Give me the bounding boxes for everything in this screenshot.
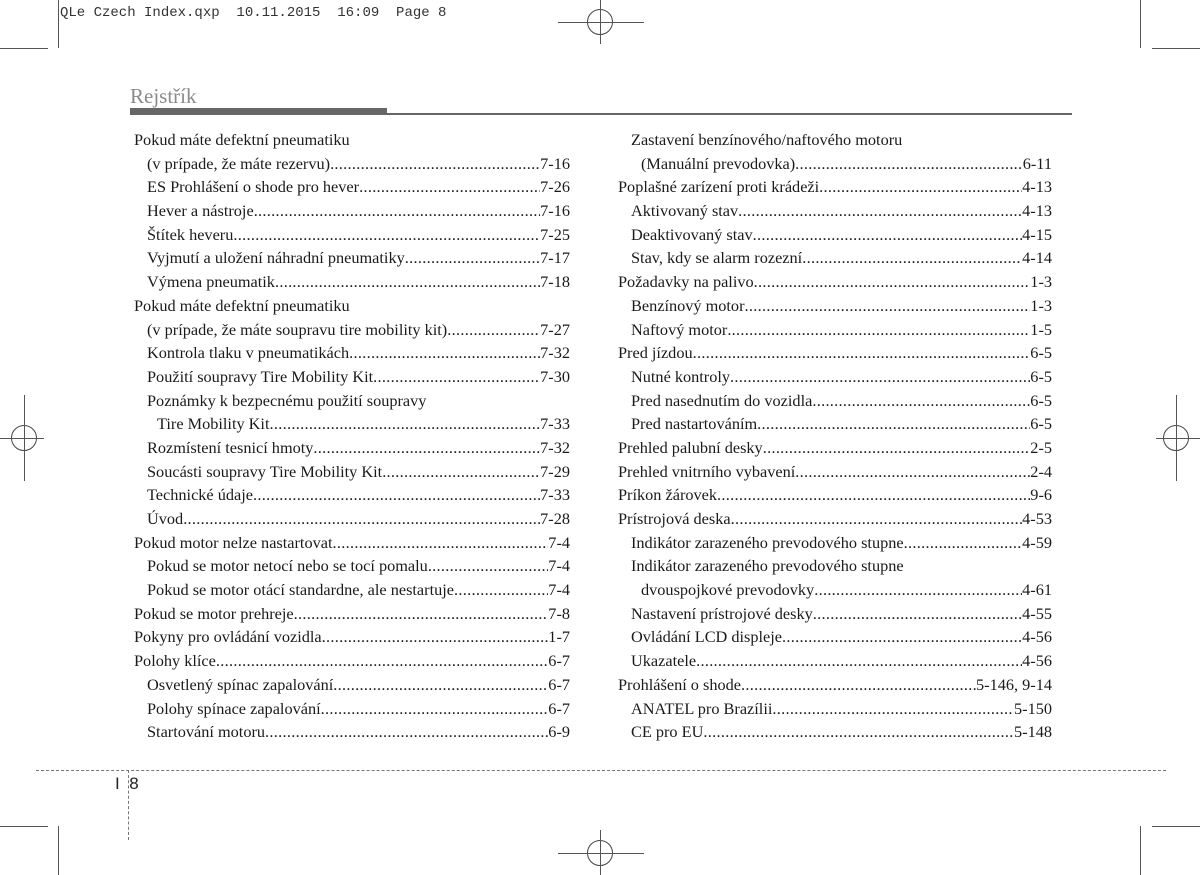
index-entry-page: 6-7 xyxy=(548,651,570,671)
index-entry-page: 7-33 xyxy=(540,485,570,505)
index-entry xyxy=(618,175,1052,199)
index-entry-page: 1-5 xyxy=(1030,319,1052,339)
index-entry-text: Pokud se motor netocí nebo se tocí pomalu xyxy=(147,556,428,576)
index-entry xyxy=(618,507,1052,531)
leader-dots xyxy=(373,365,540,389)
index-entry-text: Pred jízdou xyxy=(618,343,693,363)
index-entry xyxy=(134,223,570,247)
index-entry-page: 4-56 xyxy=(1022,627,1052,647)
index-entry xyxy=(618,578,1052,602)
index-entry-text: Soucásti soupravy Tire Mobility Kit xyxy=(147,461,383,481)
index-entry xyxy=(134,625,570,649)
leader-dots xyxy=(730,365,1030,389)
leader-dots xyxy=(233,223,540,247)
index-entry xyxy=(618,294,1052,318)
index-entry-text: Osvetlený spínac zapalování xyxy=(147,674,334,694)
crop-mark xyxy=(1152,48,1200,49)
index-entry xyxy=(134,436,570,460)
index-entry-text: Kontrola tlaku v pneumatikách xyxy=(147,343,350,363)
leader-dots xyxy=(753,223,1023,247)
leader-dots xyxy=(802,246,1022,270)
index-entry xyxy=(618,625,1052,649)
index-entry xyxy=(618,223,1052,247)
index-entry xyxy=(134,246,570,270)
index-entry-page: 6-5 xyxy=(1030,390,1052,410)
index-entry-page: 4-15 xyxy=(1022,224,1052,244)
index-entry xyxy=(618,412,1052,436)
index-entry-page: 4-13 xyxy=(1022,201,1052,221)
index-column-right xyxy=(618,128,1052,744)
index-entry xyxy=(134,531,570,555)
index-entry xyxy=(134,578,570,602)
leader-dots xyxy=(359,175,540,199)
index-entry-page: 6-9 xyxy=(548,722,570,742)
index-entry-page: 5-148 xyxy=(1014,722,1052,742)
leader-dots xyxy=(731,507,1023,531)
index-entry xyxy=(134,720,570,744)
index-entry xyxy=(618,649,1052,673)
leader-dots xyxy=(322,625,549,649)
index-entry xyxy=(134,341,570,365)
index-entry-text: Pokud máte defektní pneumatiku xyxy=(134,295,350,315)
index-entry xyxy=(618,341,1052,365)
index-entry-page: 6-5 xyxy=(1030,414,1052,434)
leader-dots xyxy=(428,554,548,578)
index-entry xyxy=(618,483,1052,507)
index-entry xyxy=(618,436,1052,460)
index-entry-text: Aktivovaný stav xyxy=(631,201,739,221)
index-entry xyxy=(134,602,570,626)
index-entry-text: Indikátor zarazeného prevodového stupne xyxy=(631,556,904,576)
index-entry-page: 7-33 xyxy=(540,414,570,434)
leader-dots xyxy=(253,483,540,507)
leader-dots xyxy=(727,318,1030,342)
index-entry xyxy=(134,389,570,413)
leader-dots xyxy=(757,412,1030,436)
leader-dots xyxy=(754,270,1031,294)
index-entry xyxy=(134,649,570,673)
index-entry-text: Príkon žárovek xyxy=(618,485,718,505)
index-entry-page: 7-32 xyxy=(540,437,570,457)
index-entry-page: 6-11 xyxy=(1022,153,1052,173)
index-entry xyxy=(618,318,1052,342)
index-entry-text: Prístrojová deska xyxy=(618,509,731,528)
index-entry-text: Polohy spínace zapalování xyxy=(147,698,321,718)
leader-dots xyxy=(454,578,548,602)
index-entry-text: dvouspojkové prevodovky xyxy=(641,580,815,600)
leader-dots xyxy=(330,152,540,176)
index-entry-text: Tire Mobility Kit xyxy=(157,414,270,434)
crop-mark xyxy=(1140,0,1141,48)
leader-dots xyxy=(405,246,540,270)
leader-dots xyxy=(745,294,1031,318)
page-prefix: I xyxy=(115,774,120,793)
leader-dots xyxy=(813,602,1022,626)
index-entry-text: Ukazatele xyxy=(631,651,697,671)
index-entry-text: Pokyny pro ovládání vozidla xyxy=(134,627,322,647)
index-entry-page: 7-26 xyxy=(540,177,570,197)
leader-dots xyxy=(216,649,548,673)
leader-dots xyxy=(447,318,540,342)
index-entry-text: Startování motoru xyxy=(147,722,266,742)
index-entry-text: Štítek heveru xyxy=(147,224,234,244)
index-entry-page: 7-29 xyxy=(540,461,570,481)
print-slug: QLe Czech Index.qxp 10.11.2015 16:09 Page 8 xyxy=(60,5,447,21)
index-entry-text: Prehled vnitrního vybavení xyxy=(618,461,796,481)
index-entry xyxy=(134,673,570,697)
index-entry-text: Pred nasednutím do vozidla xyxy=(631,390,813,410)
index-entry xyxy=(618,673,1052,697)
leader-dots xyxy=(772,697,1014,721)
index-entry-text: Stav, kdy se alarm rozezní xyxy=(631,248,803,268)
leader-dots xyxy=(275,270,540,294)
index-entry-text: Vyjmutí a uložení náhradní pneumatiky xyxy=(147,248,405,268)
index-entry-text: Nutné kontroly xyxy=(631,366,731,386)
index-entry-page: 7-16 xyxy=(540,201,570,221)
index-entry-page: 7-28 xyxy=(540,509,570,528)
index-entry-page: 4-56 xyxy=(1022,651,1052,671)
index-entry-page: 5-150 xyxy=(1014,698,1052,718)
index-entry xyxy=(134,483,570,507)
index-entry-text: Prehled palubní desky xyxy=(618,437,763,457)
index-entry-page: 7-4 xyxy=(548,556,570,576)
index-entry xyxy=(134,294,570,318)
index-entry-text: ANATEL pro Brazílii xyxy=(631,698,773,718)
index-entry-text: Prohlášení o shode xyxy=(618,674,741,694)
index-entry-text: Deaktivovaný stav xyxy=(631,224,753,244)
index-entry-text: Pokud motor nelze nastartovat xyxy=(134,532,333,552)
index-entry xyxy=(134,175,570,199)
index-entry xyxy=(618,389,1052,413)
index-entry-page: 4-55 xyxy=(1022,603,1052,623)
index-entry-text: Technické údaje xyxy=(147,485,253,505)
index-entry-page: 2-4 xyxy=(1030,461,1052,481)
crop-mark xyxy=(1140,826,1141,875)
index-entry-page: 7-17 xyxy=(540,248,570,268)
index-entry xyxy=(134,270,570,294)
index-entry xyxy=(618,720,1052,744)
leader-dots xyxy=(795,152,1023,176)
index-entry xyxy=(618,602,1052,626)
leader-dots xyxy=(696,649,1022,673)
leader-dots xyxy=(763,436,1031,460)
index-entry xyxy=(134,412,570,436)
index-entry xyxy=(618,152,1052,176)
index-entry-text: Zastavení benzínového/naftového motoru xyxy=(631,130,903,149)
index-entry-page: 1-7 xyxy=(548,627,570,647)
crop-mark xyxy=(0,48,48,49)
index-entry xyxy=(134,460,570,484)
leader-dots xyxy=(904,531,1023,555)
crop-mark xyxy=(0,826,48,827)
index-entry-text: Hever a nástroje xyxy=(147,201,254,221)
index-entry-page: 7-8 xyxy=(548,603,570,623)
crop-mark xyxy=(58,826,59,875)
leader-dots xyxy=(703,720,1014,744)
index-entry-text: Pokud máte defektní pneumatiku xyxy=(134,130,350,149)
index-entry-page: 7-4 xyxy=(548,580,570,600)
index-entry-text: Polohy klíce xyxy=(134,651,216,671)
leader-dots xyxy=(183,507,540,531)
index-entry xyxy=(618,531,1052,555)
index-entry-page: 7-30 xyxy=(540,366,570,386)
index-entry-text: CE pro EU xyxy=(631,722,704,742)
index-entry xyxy=(134,365,570,389)
index-entry-page: 4-59 xyxy=(1022,532,1052,552)
leader-dots xyxy=(795,460,1030,484)
leader-dots xyxy=(717,483,1030,507)
index-entry xyxy=(618,199,1052,223)
index-entry-text: (v prípade, že máte rezervu) xyxy=(147,153,331,173)
index-entry-text: Požadavky na palivo xyxy=(618,272,754,292)
index-entry-text: Poplašné zarízení proti krádeži xyxy=(618,177,820,197)
page-title: Rejstřík xyxy=(130,84,197,108)
header-rule-thin xyxy=(387,113,1072,115)
leader-dots xyxy=(814,578,1022,602)
index-entry-page: 7-25 xyxy=(540,224,570,244)
index-entry-page: 7-16 xyxy=(540,153,570,173)
leader-dots xyxy=(812,389,1030,413)
index-entry-text: Použití soupravy Tire Mobility Kit xyxy=(147,366,374,386)
header-rule-thick xyxy=(130,108,387,115)
index-entry xyxy=(134,128,570,152)
index-entry xyxy=(134,554,570,578)
index-entry-text: Pokud se motor otácí standardne, ale nestartuje xyxy=(147,580,454,600)
index-entry-text: ES Prohlášení o shode pro hever xyxy=(147,177,360,197)
leader-dots xyxy=(819,175,1022,199)
index-entry xyxy=(134,318,570,342)
leader-dots xyxy=(269,412,540,436)
index-entry xyxy=(618,270,1052,294)
crop-mark xyxy=(58,0,59,48)
index-entry-page: 7-18 xyxy=(540,272,570,292)
index-entry xyxy=(618,246,1052,270)
index-entry-text: Výmena pneumatik xyxy=(147,272,275,292)
index-entry-text: Naftový motor xyxy=(631,319,728,339)
index-entry-page: 2-5 xyxy=(1030,437,1052,457)
leader-dots xyxy=(741,673,976,697)
leader-dots xyxy=(313,436,540,460)
index-entry-page: 9-6 xyxy=(1030,485,1052,505)
index-entry-page: 6-7 xyxy=(548,674,570,694)
leader-dots xyxy=(382,460,540,484)
leader-dots xyxy=(321,697,549,721)
index-entry-page: 4-13 xyxy=(1022,177,1052,197)
index-entry-text: Poznámky k bezpecnému použití soupravy xyxy=(147,390,427,410)
index-entry xyxy=(618,128,1052,152)
index-entry-page: 7-4 xyxy=(548,532,570,552)
index-entry-page: 6-5 xyxy=(1030,343,1052,363)
index-entry xyxy=(134,507,570,531)
index-entry-page: 7-27 xyxy=(540,319,570,339)
index-entry-text: Benzínový motor xyxy=(631,295,745,315)
index-entry xyxy=(134,697,570,721)
index-entry-text: (Manuální prevodovka) xyxy=(641,153,796,173)
crop-mark xyxy=(1152,826,1200,827)
leader-dots xyxy=(693,341,1031,365)
index-entry-page: 6-7 xyxy=(548,698,570,718)
leader-dots xyxy=(265,720,548,744)
index-entry-page: 5-146, 9-14 xyxy=(976,674,1052,694)
index-entry-text: Pokud se motor prehreje xyxy=(134,603,294,623)
index-entry-page: 1-3 xyxy=(1030,295,1052,315)
index-entry-page: 1-3 xyxy=(1030,272,1052,292)
index-entry-text: Nastavení prístrojové desky xyxy=(631,603,813,623)
index-entry xyxy=(134,199,570,223)
index-entry-page: 7-32 xyxy=(540,343,570,363)
index-entry-text: Ovládání LCD displeje xyxy=(631,627,783,647)
index-entry-page: 4-61 xyxy=(1022,580,1052,600)
index-entry xyxy=(618,697,1052,721)
index-entry-text: (v prípade, že máte soupravu tire mobility kit) xyxy=(147,319,448,339)
index-entry xyxy=(618,554,1052,578)
index-entry-text: Pred nastartováním xyxy=(631,414,758,434)
leader-dots xyxy=(782,625,1022,649)
page-number xyxy=(115,774,139,794)
leader-dots xyxy=(738,199,1022,223)
leader-dots xyxy=(294,602,549,626)
index-entry-text: Indikátor zarazeného prevodového stupne xyxy=(631,532,904,552)
index-entry-page: 4-14 xyxy=(1022,248,1052,268)
index-entry-page: 4-53 xyxy=(1022,509,1052,528)
index-entry xyxy=(618,460,1052,484)
index-entry xyxy=(134,152,570,176)
index-entry-text: Rozmístení tesnicí hmoty xyxy=(147,437,314,457)
page-number-value: 8 xyxy=(129,774,139,793)
footer-rule xyxy=(36,770,1166,771)
leader-dots xyxy=(333,531,549,555)
index-entry-text: Úvod xyxy=(147,509,184,528)
leader-dots xyxy=(349,341,540,365)
leader-dots xyxy=(254,199,540,223)
index-entry-page: 6-5 xyxy=(1030,366,1052,386)
index-column-left xyxy=(134,128,570,744)
leader-dots xyxy=(333,673,548,697)
index-entry xyxy=(618,365,1052,389)
